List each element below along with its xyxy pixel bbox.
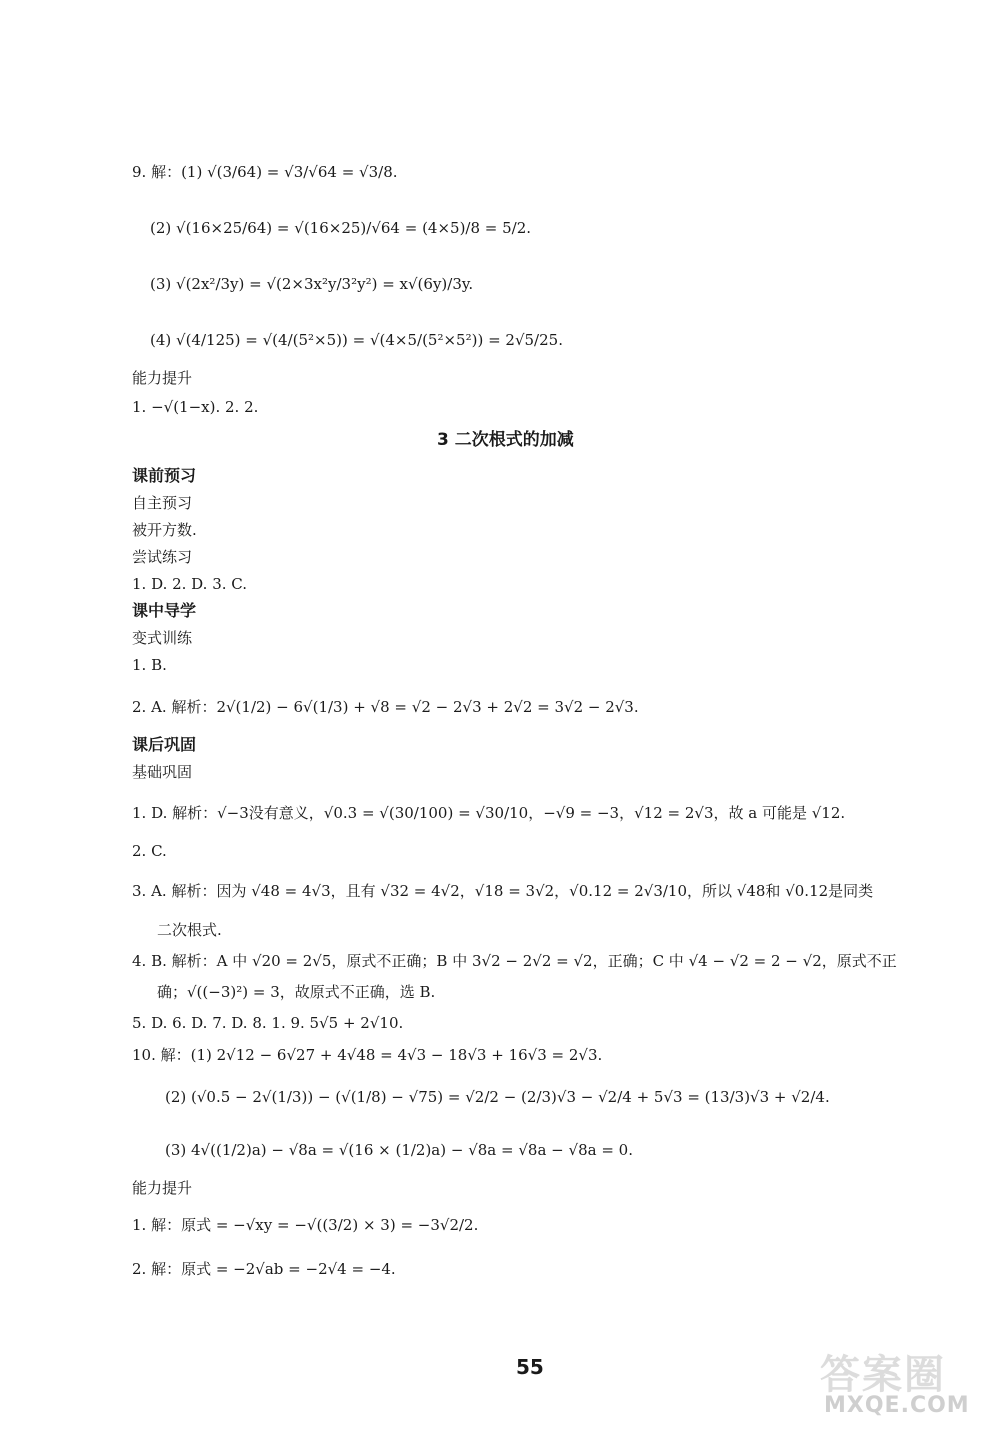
- answer-line: (2) √(16×25/64) = √(16×25)/√64 = (4×5)/8 = 5/2.: [150, 219, 532, 237]
- answer-line: 1. 解：原式 = −√xy = −√((3/2) × 3) = −3√2/2.: [132, 1216, 479, 1234]
- answer-line: 9. 解：(1) √(3/64) = √3/√64 = √3/8.: [132, 163, 398, 181]
- answer-line: (3) √(2x²/3y) = √(2×3x²y/3²y²) = x√(6y)/3y.: [150, 275, 474, 293]
- answer-line: 1. −√(1−x). 2. 2.: [132, 398, 259, 416]
- answer-line: (2) (√0.5 − 2√(1/3)) − (√(1/8) − √75) = √2/2 − (2/3)√3 − √2/4 + 5√3 = (13/3)√3 + √2/4.: [165, 1088, 830, 1106]
- subheading: 自主预习: [132, 494, 193, 512]
- subheading: 能力提升: [132, 1179, 193, 1197]
- subheading: 变式训练: [132, 629, 193, 647]
- answer-line: 4. B. 解析：A 中 √20 = 2√5，原式不正确；B 中 3√2 − 2√2 = √2，正确；C 中 √4 − √2 = 2 − √2，原式不正: [132, 952, 897, 970]
- section-heading: 课前预习: [132, 466, 197, 485]
- answer-line: 2. 解：原式 = −2√ab = −2√4 = −4.: [132, 1260, 396, 1278]
- answer-line: 确；√((−3)²) = 3，故原式不正确，选 B.: [157, 983, 436, 1001]
- answer-line: 1. B.: [132, 656, 167, 674]
- subheading: 基础巩固: [132, 763, 193, 781]
- section-title: 3 二次根式的加减: [437, 430, 574, 450]
- answer-line: 5. D. 6. D. 7. D. 8. 1. 9. 5√5 + 2√10.: [132, 1014, 404, 1032]
- answer-line: 1. D. 2. D. 3. C.: [132, 575, 248, 593]
- answer-line: (3) 4√((1/2)a) − √8a = √(16 × (1/2)a) − √8a = √8a − √8a = 0.: [165, 1141, 633, 1159]
- subheading: 尝试练习: [132, 548, 193, 566]
- answer-line: 2. C.: [132, 842, 167, 860]
- answer-line: 被开方数.: [132, 521, 197, 539]
- watermark-text: 答案圈: [820, 1352, 946, 1398]
- watermark-logo: [820, 1343, 990, 1421]
- page-number: 55: [516, 1355, 544, 1379]
- answer-line: 1. D. 解析：√−3没有意义，√0.3 = √(30/100) = √30/10，−√9 = −3，√12 = 2√3，故 a 可能是 √12.: [132, 804, 846, 822]
- answer-line: 2. A. 解析：2√(1/2) − 6√(1/3) + √8 = √2 − 2√3 + 2√2 = 3√2 − 2√3.: [132, 698, 639, 716]
- answer-line: 二次根式.: [157, 921, 222, 939]
- answer-line: 3. A. 解析：因为 √48 = 4√3，且有 √32 = 4√2，√18 = 3√2，√0.12 = 2√3/10，所以 √48和 √0.12是同类: [132, 882, 874, 900]
- subheading: 能力提升: [132, 369, 193, 387]
- section-heading: 课中导学: [132, 601, 197, 620]
- answer-line: 10. 解：(1) 2√12 − 6√27 + 4√48 = 4√3 − 18√3 + 16√3 = 2√3.: [132, 1046, 603, 1064]
- answer-line: (4) √(4/125) = √(4/(5²×5)) = √(4×5/(5²×5²)) = 2√5/25.: [150, 331, 563, 349]
- watermark-url: MXQE.COM: [824, 1393, 970, 1418]
- section-heading: 课后巩固: [132, 735, 197, 754]
